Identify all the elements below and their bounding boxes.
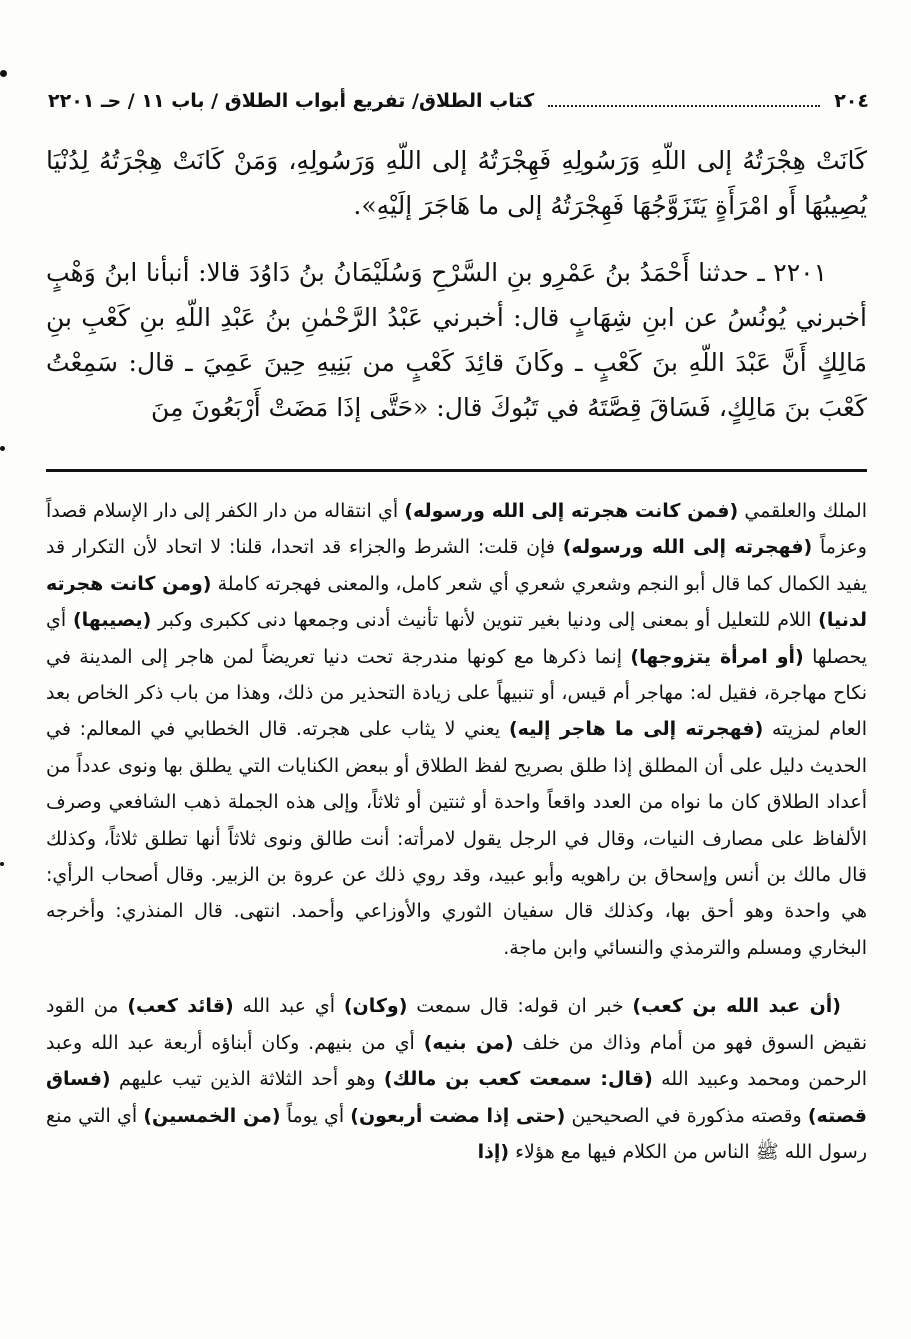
- commentary-text: الملك والعلقمي: [738, 500, 867, 522]
- quoted-phrase: (فمن كانت هجرته إلى الله ورسوله): [404, 500, 739, 522]
- commentary-text: إنما ذكرها مع كونها مندرجة تحت دنيا تعريضاً لمن هاجر إلى المدينة في نكاح مهاجرة، فقيل له: مهاجر أم قيس، أو تنبيهاً على زيادة التحذير من ذلك، وهذا من باب ذكر الخاص بعد العام لمزيته: [46, 645, 867, 741]
- hadith-text: [46, 138, 867, 430]
- quoted-phrase: (قائد كعب): [127, 995, 234, 1018]
- quoted-phrase: (فهجرته إلى ما هاجر إليه): [508, 718, 764, 741]
- quoted-phrase: (فهجرته إلى الله ورسوله): [562, 536, 813, 559]
- commentary-paragraph-1: [46, 493, 867, 966]
- quoted-phrase: (قال: سمعت كعب بن مالك): [383, 1068, 653, 1091]
- quoted-phrase: (ومن كانت هجرته لدنيا): [46, 572, 867, 632]
- commentary-text: خبر ان قوله: قال سمعت: [407, 995, 633, 1018]
- hadith-2201: ٢٢٠١ ـ حدثنا أَحْمَدُ بنُ عَمْرِو بنِ السَّرْحِ وَسُلَيْمَانُ بنُ دَاوُدَ قالا: أنبأنا ابنُ وَهْبٍ أخبرني يُونُسُ عن ابنِ شِهَابٍ قال: أخبرني عَبْدُ الرَّحْمٰنِ بنُ عَبْدِ اللّهِ بنِ كَعْبِ بنِ مَالِكٍ أَنَّ عَبْدَ اللّهِ بنَ كَعْبٍ ـ وكَانَ قائِدَ كَعْبٍ من بَنِيهِ حِينَ عَمِيَ ـ قال: سَمِعْتُ كَعْبَ بنَ مَالِكٍ، فَسَاقَ قِصَّتَهُ في تَبُوكَ قال: «حَتَّى إذَا مَضَتْ أَرْبَعُونَ مِنَ: [46, 258, 867, 422]
- quoted-phrase: (من الخمسين): [143, 1104, 281, 1127]
- footnote-separator: [46, 469, 867, 472]
- commentary-paragraph-2: [46, 988, 867, 1170]
- commentary-text: أي عبد الله: [233, 995, 344, 1018]
- commentary-text: أي انتقاله من دار الكفر إلى دار الإسلام قصداً وعزماً: [46, 500, 867, 559]
- commentary-text: وهو أحد الثلاثة الذين تيب عليهم: [110, 1068, 384, 1091]
- page-number: ٢٠٤: [834, 90, 869, 112]
- dotted-leader: [548, 105, 820, 107]
- chapter-reference: كتاب الطلاق/ تفريع أبواب الطلاق / باب ١١ / حـ ٢٢٠١: [48, 90, 535, 112]
- running-header: [48, 84, 869, 118]
- quoted-phrase: (إذا: [477, 1140, 510, 1163]
- quoted-phrase: (من بنيه): [423, 1031, 514, 1054]
- commentary-text: من القود نقيض السوق فهو من أمام وذاك من خلف: [46, 995, 867, 1054]
- commentary-text: اللام للتعليل أو بمعنى إلى ودنيا بغير تنوين لأنها تأنيث أدنى وجمعها دنى ككبرى وكبر: [151, 609, 819, 632]
- commentary-text: يعني لا يثاب على هجرته. قال الخطابي في المعالم: في الحديث دليل على أن المطلق إذا طلق بصريح لفظ الطلاق أو ببعض الكنايات التي يطلق بها ونوى عدداً من أعداد الطلاق كان ما نواه من العدد واقعاً واحدة أو ثنتين أو ثلاثاً، وإلى هذه الجملة ذهب الشافعي وصرف الألفاظ على مصارف النيات، وقال في الرجل يقول لامرأته: أنت طالق ونوى ثلاثاً أنها تطلق ثلاثاً، وكذلك قال مالك بن أنس وإسحاق بن راهويه وأبو عبيد، وقد روي ذلك عن عروة بن الزبير. وقال أصحاب الرأي: هي واحدة وهو أحق بها، وكذلك قال سفيان الثوري والأوزاعي وأحمد. انتهى. قال المنذري: وأخرجه البخاري ومسلم والترمذي والنسائي وابن ماجة.: [46, 718, 867, 959]
- quoted-phrase: (أن عبد الله بن كعب): [632, 995, 841, 1018]
- margin-mark: [0, 862, 4, 866]
- commentary-text: أي التي منع رسول الله ﷺ الناس من الكلام فيها مع هؤلاء: [46, 1104, 867, 1163]
- quoted-phrase: (يصيبها): [72, 609, 152, 632]
- commentary-text: فإن قلت: الشرط والجزاء قد اتحدا، قلنا: لا اتحاد لأن التكرار قد يفيد الكمال كما قال أبو النجم وشعري شعري أي شعر كامل، والمعنى فهجرته كاملة: [46, 536, 868, 595]
- commentary-text: أي من بنيهم. وكان أبناؤه أربعة عبد الله وعبد الرحمن ومحمد وعبيد الله: [46, 1031, 867, 1091]
- margin-mark: [0, 70, 7, 77]
- commentary-text: وقصته مذكورة في الصحيحين: [565, 1104, 808, 1127]
- commentary-text: أي يوماً: [280, 1104, 351, 1127]
- quoted-phrase: (فساق قصته): [46, 1068, 867, 1127]
- quoted-phrase: (أو امرأة يتزوجها): [630, 645, 804, 668]
- commentary: [46, 493, 867, 1170]
- margin-mark: [0, 446, 5, 451]
- quoted-phrase: (وكان): [343, 995, 408, 1018]
- commentary-text: أي يحصلها: [46, 609, 868, 668]
- quoted-phrase: (حتى إذا مضت أربعون): [350, 1104, 566, 1127]
- continuation-paragraph: كَانَتْ هِجْرَتُهُ إلى اللّهِ وَرَسُولِهِ فَهِجْرَتُهُ إلى اللّهِ وَرَسُولِهِ، وَمَنْ كَانَتْ هِجْرَتُهُ لِدُنْيَا يُصِيبُهَا أَو امْرَأَةٍ يَتَزَوَّجُهَا فَهِجْرَتُهُ إلى ما هَاجَرَ إلَيْهِ».: [46, 146, 867, 220]
